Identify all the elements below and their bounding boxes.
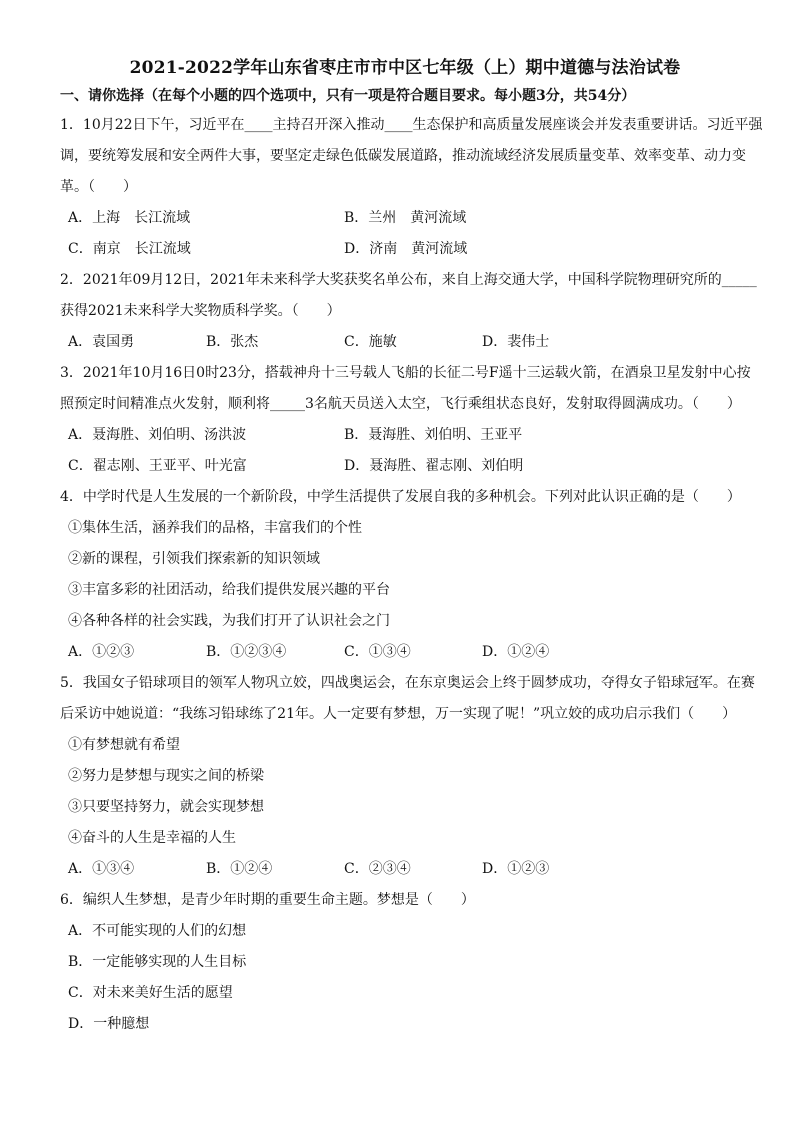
option-b[interactable]: B．①②④ [206, 861, 273, 877]
statement-1: ①有梦想就有希望 [68, 737, 180, 753]
option-row [60, 854, 750, 885]
statement-4: ④奋斗的人生是幸福的人生 [68, 830, 236, 846]
option-a[interactable]: A．袁国勇 [68, 334, 135, 350]
question-2 [60, 265, 757, 358]
option-d[interactable]: D．裴伟士 [482, 334, 550, 350]
question-text: 6．编织人生梦想，是青少年时期的重要生命主题。梦想是（ ） [60, 892, 475, 908]
option-row [60, 327, 750, 358]
statement-3: ③丰富多彩的社团活动，给我们提供发展兴趣的平台 [68, 582, 390, 598]
option-a[interactable]: A．上海 长江流域 [68, 210, 191, 226]
option-d[interactable]: D．①②④ [482, 644, 550, 660]
question-4 [60, 482, 750, 668]
option-a[interactable]: A．①③④ [68, 861, 135, 877]
option-d[interactable]: D．①②③ [482, 861, 550, 877]
question-text: 调，要统筹发展和安全两件大事，要坚定走绿色低碳发展道路，推动流域经济发展质量变革、效率变革、动力变 [60, 148, 746, 164]
question-text: 5．我国女子铅球项目的领军人物巩立姣，四战奥运会，在东京奥运会上终于圆梦成功，夺得女子铅球冠军。在赛 [60, 675, 755, 691]
question-1 [60, 110, 763, 265]
question-text: 照预定时间精准点火发射，顺利将_____3名航天员送入太空，飞行乘组状态良好，发射取得圆满成功。（ ） [60, 396, 741, 412]
option-a[interactable]: A．聂海胜、刘伯明、汤洪波 [68, 427, 247, 443]
option-c[interactable]: C．对未来美好生活的愿望 [68, 985, 233, 1001]
option-b[interactable]: B．兰州 黄河流域 [344, 210, 467, 226]
option-c[interactable]: C．①③④ [344, 644, 411, 660]
statement-4: ④各种各样的社会实践，为我们打开了认识社会之门 [68, 613, 390, 629]
option-d[interactable]: D．一种臆想 [68, 1016, 150, 1032]
section-heading: 一、请你选择（在每个小题的四个选项中，只有一项是符合题目要求。每小题3分，共54分） [60, 88, 636, 104]
question-3 [60, 358, 750, 482]
option-row [60, 420, 750, 451]
option-row [60, 637, 750, 668]
statement-3: ③只要坚持努力，就会实现梦想 [68, 799, 264, 815]
option-c[interactable]: C．②③④ [344, 861, 411, 877]
option-a[interactable]: A．不可能实现的人们的幻想 [68, 923, 247, 939]
option-a[interactable]: A．①②③ [68, 644, 135, 660]
statement-2: ②努力是梦想与现实之间的桥梁 [68, 768, 264, 784]
option-c[interactable]: C．南京 长江流域 [68, 241, 191, 257]
question-text: 3．2021年10月16日0时23分，搭载神舟十三号载人飞船的长征二号F遥十三运载火箭，在酒泉卫星发射中心按 [60, 365, 751, 381]
question-text: 1．10月22日下午，习近平在____主持召开深入推动____生态保护和高质量发展座谈会并发表重要讲话。习近平强 [60, 117, 763, 133]
option-b[interactable]: B．①②③④ [206, 644, 287, 660]
option-d[interactable]: D．济南 黄河流域 [344, 241, 468, 257]
question-5 [60, 668, 755, 885]
option-d[interactable]: D．聂海胜、翟志刚、刘伯明 [344, 458, 524, 474]
statement-2: ②新的课程，引领我们探索新的知识领域 [68, 551, 320, 567]
option-b[interactable]: B．聂海胜、刘伯明、王亚平 [344, 427, 523, 443]
question-text: 4．中学时代是人生发展的一个新阶段，中学生活提供了发展自我的多种机会。下列对此认识正确的是（ ） [60, 489, 741, 505]
question-text: 后采访中她说道：“我练习铅球练了21年。人一定要有梦想，万一实现了呢！”巩立姣的成功启示我们（ ） [60, 706, 737, 722]
option-b[interactable]: B．一定能够实现的人生目标 [68, 954, 247, 970]
option-c[interactable]: C．翟志刚、王亚平、叶光富 [68, 458, 247, 474]
option-c[interactable]: C．施敏 [344, 334, 397, 350]
option-row [60, 203, 750, 234]
option-row [60, 234, 750, 265]
question-text: 革。（ ） [60, 179, 137, 195]
exam-title: 2021-2022学年山东省枣庄市市中区七年级（上）期中道德与法治试卷 [129, 58, 681, 78]
question-6 [60, 885, 750, 1040]
question-text: 2．2021年09月12日，2021年未来科学大奖获奖名单公布，来自上海交通大学，中国科学院物理研究所的_____ [60, 272, 757, 288]
option-row [60, 451, 750, 482]
option-b[interactable]: B．张杰 [206, 334, 259, 350]
statement-1: ①集体生活，涵养我们的品格，丰富我们的个性 [68, 520, 362, 536]
question-text: 获得2021未来科学大奖物质科学奖。（ ） [60, 303, 341, 319]
